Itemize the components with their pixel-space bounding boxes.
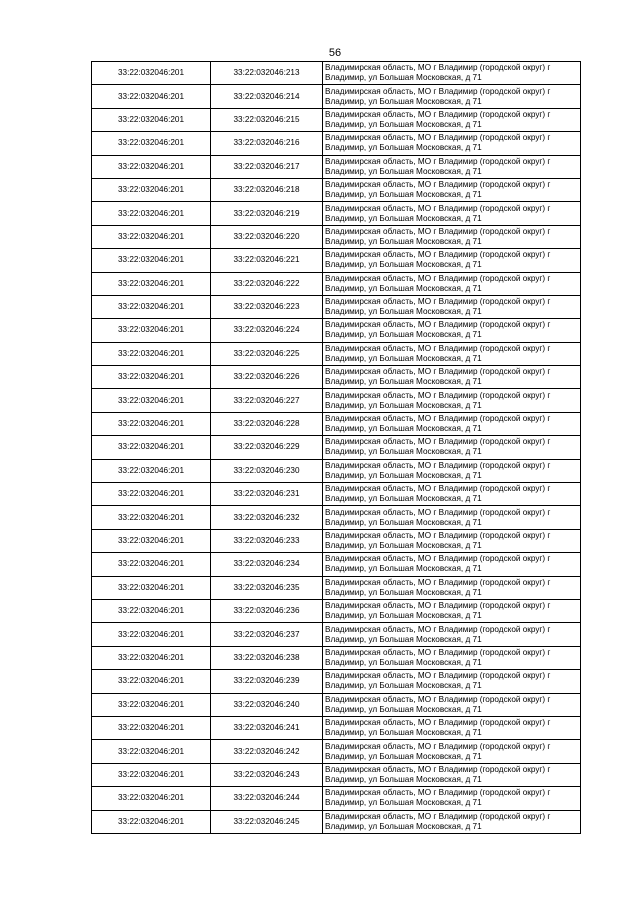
table-row [92,178,581,201]
address-line-1: Владимирская область, МО г Владимир (городской округ) г [325,718,551,728]
address-line-1: Владимирская область, МО г Владимир (городской округ) г [325,390,551,400]
table-row [92,576,581,599]
cadastral-number: 33:22:032046:235 [211,576,323,599]
address-line-1: Владимирская область, МО г Владимир (городской округ) г [325,694,551,704]
address-line-1: Владимирская область, МО г Владимир (городской округ) г [325,647,551,657]
address-cell [323,483,581,506]
address-line-1: Владимирская область, МО г Владимир (городской округ) г [325,764,551,774]
table-row [92,763,581,786]
address-cell [323,155,581,178]
address-cell [323,272,581,295]
table-row [92,155,581,178]
table-body [92,62,581,834]
parent-cadastral-number: 33:22:032046:201 [92,553,211,576]
address-line-1: Владимирская область, МО г Владимир (городской округ) г [325,577,551,587]
parent-cadastral-number: 33:22:032046:201 [92,529,211,552]
address-line-1: Владимирская область, МО г Владимир (городской округ) г [325,811,551,821]
address-cell [323,459,581,482]
cadastral-number: 33:22:032046:244 [211,787,323,810]
address-line-1: Владимирская область, МО г Владимир (городской округ) г [325,226,551,236]
cadastral-number: 33:22:032046:231 [211,483,323,506]
cadastral-number: 33:22:032046:213 [211,62,323,85]
cadastral-number: 33:22:032046:217 [211,155,323,178]
address-cell [323,202,581,225]
parent-cadastral-number: 33:22:032046:201 [92,693,211,716]
address-cell [323,716,581,739]
parent-cadastral-number: 33:22:032046:201 [92,62,211,85]
address-cell [323,553,581,576]
cadastral-number: 33:22:032046:233 [211,529,323,552]
address-cell [323,132,581,155]
table-row [92,108,581,131]
table-row [92,529,581,552]
parent-cadastral-number: 33:22:032046:201 [92,740,211,763]
address-line-1: Владимирская область, МО г Владимир (городской округ) г [325,203,551,213]
parent-cadastral-number: 33:22:032046:201 [92,412,211,435]
table-row [92,670,581,693]
table-row [92,272,581,295]
address-line-2: Владимир, ул Большая Московская, д 71 [325,517,482,527]
address-cell [323,342,581,365]
address-line-2: Владимир, ул Большая Московская, д 71 [325,190,482,200]
cadastral-number: 33:22:032046:234 [211,553,323,576]
address-line-2: Владимир, ул Большая Московская, д 71 [325,236,482,246]
address-cell [323,529,581,552]
cadastral-number: 33:22:032046:239 [211,670,323,693]
table-row [92,342,581,365]
address-line-2: Владимир, ул Большая Московская, д 71 [325,751,482,761]
parent-cadastral-number: 33:22:032046:201 [92,108,211,131]
address-line-2: Владимир, ул Большая Московская, д 71 [325,564,482,574]
address-line-2: Владимир, ул Большая Московская, д 71 [325,143,482,153]
cadastral-number: 33:22:032046:216 [211,132,323,155]
cadastral-number: 33:22:032046:229 [211,436,323,459]
table-row [92,623,581,646]
address-line-1: Владимирская область, МО г Владимир (городской округ) г [325,671,551,681]
address-line-1: Владимирская область, МО г Владимир (городской округ) г [325,601,551,611]
address-line-2: Владимир, ул Большая Московская, д 71 [325,657,482,667]
cadastral-number: 33:22:032046:240 [211,693,323,716]
address-line-1: Владимирская область, МО г Владимир (городской округ) г [325,414,551,424]
address-line-2: Владимир, ул Большая Московская, д 71 [325,73,482,83]
cadastral-number: 33:22:032046:230 [211,459,323,482]
address-line-2: Владимир, ул Большая Московская, д 71 [325,260,482,270]
address-cell [323,319,581,342]
cadastral-number: 33:22:032046:220 [211,225,323,248]
table-row [92,459,581,482]
address-line-1: Владимирская область, МО г Владимир (городской округ) г [325,180,551,190]
cadastral-number: 33:22:032046:237 [211,623,323,646]
parent-cadastral-number: 33:22:032046:201 [92,342,211,365]
parent-cadastral-number: 33:22:032046:201 [92,132,211,155]
cadastral-number: 33:22:032046:226 [211,366,323,389]
table-row [92,436,581,459]
address-line-2: Владимир, ул Большая Московская, д 71 [325,728,482,738]
cadastral-table [91,61,581,834]
address-line-2: Владимир, ул Большая Московская, д 71 [325,494,482,504]
address-line-2: Владимир, ул Большая Московская, д 71 [325,400,482,410]
table-row [92,599,581,622]
parent-cadastral-number: 33:22:032046:201 [92,506,211,529]
parent-cadastral-number: 33:22:032046:201 [92,576,211,599]
parent-cadastral-number: 33:22:032046:201 [92,202,211,225]
cadastral-number: 33:22:032046:218 [211,178,323,201]
address-cell [323,436,581,459]
cadastral-number: 33:22:032046:232 [211,506,323,529]
table-row [92,85,581,108]
address-cell [323,389,581,412]
parent-cadastral-number: 33:22:032046:201 [92,436,211,459]
address-line-2: Владимир, ул Большая Московская, д 71 [325,166,482,176]
cadastral-number: 33:22:032046:236 [211,599,323,622]
address-cell [323,62,581,85]
address-line-2: Владимир, ул Большая Московская, д 71 [325,330,482,340]
table-row [92,225,581,248]
address-line-1: Владимирская область, МО г Владимир (городской округ) г [325,109,551,119]
parent-cadastral-number: 33:22:032046:201 [92,249,211,272]
cadastral-number: 33:22:032046:241 [211,716,323,739]
address-line-1: Владимирская область, МО г Владимир (городской округ) г [325,437,551,447]
cadastral-number: 33:22:032046:242 [211,740,323,763]
cadastral-number: 33:22:032046:224 [211,319,323,342]
parent-cadastral-number: 33:22:032046:201 [92,389,211,412]
address-cell [323,787,581,810]
address-line-2: Владимир, ул Большая Московская, д 71 [325,96,482,106]
address-line-1: Владимирская область, МО г Владимир (городской округ) г [325,156,551,166]
address-cell [323,178,581,201]
address-cell [323,763,581,786]
cadastral-number: 33:22:032046:215 [211,108,323,131]
address-cell [323,506,581,529]
table-row [92,810,581,833]
address-line-1: Владимирская область, МО г Владимир (городской округ) г [325,554,551,564]
table-row [92,202,581,225]
table-row [92,412,581,435]
parent-cadastral-number: 33:22:032046:201 [92,763,211,786]
parent-cadastral-number: 33:22:032046:201 [92,85,211,108]
table-row [92,740,581,763]
parent-cadastral-number: 33:22:032046:201 [92,716,211,739]
address-line-2: Владимир, ул Большая Московская, д 71 [325,307,482,317]
table-row [92,389,581,412]
parent-cadastral-number: 33:22:032046:201 [92,787,211,810]
address-cell [323,249,581,272]
address-cell [323,366,581,389]
address-line-2: Владимир, ул Большая Московская, д 71 [325,634,482,644]
page-number: 56 [328,47,342,59]
address-line-2: Владимир, ул Большая Московская, д 71 [325,821,482,831]
address-cell [323,740,581,763]
address-line-1: Владимирская область, МО г Владимир (городской округ) г [325,250,551,260]
parent-cadastral-number: 33:22:032046:201 [92,483,211,506]
cadastral-number: 33:22:032046:225 [211,342,323,365]
address-cell [323,646,581,669]
table-row [92,646,581,669]
address-cell [323,225,581,248]
table-row [92,553,581,576]
address-cell [323,693,581,716]
parent-cadastral-number: 33:22:032046:201 [92,295,211,318]
table-row [92,787,581,810]
table-row [92,295,581,318]
address-cell [323,599,581,622]
address-cell [323,295,581,318]
cadastral-number: 33:22:032046:214 [211,85,323,108]
address-line-1: Владимирская область, МО г Владимир (городской округ) г [325,367,551,377]
parent-cadastral-number: 33:22:032046:201 [92,459,211,482]
address-line-1: Владимирская область, МО г Владимир (городской округ) г [325,273,551,283]
address-line-2: Владимир, ул Большая Московская, д 71 [325,587,482,597]
address-line-1: Владимирская область, МО г Владимир (городской округ) г [325,63,551,73]
cadastral-number: 33:22:032046:238 [211,646,323,669]
parent-cadastral-number: 33:22:032046:201 [92,810,211,833]
address-line-2: Владимир, ул Большая Московская, д 71 [325,424,482,434]
address-line-1: Владимирская область, МО г Владимир (городской округ) г [325,484,551,494]
address-line-2: Владимир, ул Большая Московская, д 71 [325,283,482,293]
table-row [92,693,581,716]
parent-cadastral-number: 33:22:032046:201 [92,225,211,248]
address-line-2: Владимир, ул Большая Московская, д 71 [325,213,482,223]
cadastral-number: 33:22:032046:221 [211,249,323,272]
address-cell [323,85,581,108]
cadastral-number: 33:22:032046:243 [211,763,323,786]
address-line-2: Владимир, ул Большая Московская, д 71 [325,704,482,714]
address-line-1: Владимирская область, МО г Владимир (городской округ) г [325,531,551,540]
address-line-1: Владимирская область, МО г Владимир (городской округ) г [325,320,551,330]
address-line-1: Владимирская область, МО г Владимир (городской округ) г [325,507,551,517]
cadastral-number: 33:22:032046:228 [211,412,323,435]
address-line-1: Владимирская область, МО г Владимир (городской округ) г [325,86,551,96]
address-line-1: Владимирская область, МО г Владимир (городской округ) г [325,460,551,470]
address-line-2: Владимир, ул Большая Московская, д 71 [325,377,482,387]
address-line-1: Владимирская область, МО г Владимир (городской округ) г [325,133,551,143]
address-line-2: Владимир, ул Большая Московская, д 71 [325,541,482,550]
table-row [92,366,581,389]
parent-cadastral-number: 33:22:032046:201 [92,178,211,201]
table-row [92,249,581,272]
address-line-2: Владимир, ул Большая Московская, д 71 [325,774,482,784]
address-line-1: Владимирская область, МО г Владимир (городской округ) г [325,624,551,634]
address-line-2: Владимир, ул Большая Московская, д 71 [325,798,482,808]
address-line-1: Владимирская область, МО г Владимир (городской округ) г [325,297,551,307]
parent-cadastral-number: 33:22:032046:201 [92,599,211,622]
table-row [92,62,581,85]
parent-cadastral-number: 33:22:032046:201 [92,319,211,342]
address-line-1: Владимирская область, МО г Владимир (городской округ) г [325,343,551,353]
cadastral-number: 33:22:032046:227 [211,389,323,412]
cadastral-number: 33:22:032046:245 [211,810,323,833]
address-cell [323,412,581,435]
address-line-2: Владимир, ул Большая Московская, д 71 [325,447,482,457]
address-line-2: Владимир, ул Большая Московская, д 71 [325,353,482,363]
parent-cadastral-number: 33:22:032046:201 [92,366,211,389]
address-line-1: Владимирская область, МО г Владимир (городской округ) г [325,741,551,751]
cadastral-number: 33:22:032046:223 [211,295,323,318]
parent-cadastral-number: 33:22:032046:201 [92,646,211,669]
parent-cadastral-number: 33:22:032046:201 [92,155,211,178]
address-line-1: Владимирская область, МО г Владимир (городской округ) г [325,788,551,798]
parent-cadastral-number: 33:22:032046:201 [92,623,211,646]
address-cell [323,108,581,131]
address-cell [323,623,581,646]
address-line-2: Владимир, ул Большая Московская, д 71 [325,611,482,621]
address-line-2: Владимир, ул Большая Московская, д 71 [325,470,482,480]
address-cell [323,810,581,833]
table-row [92,506,581,529]
parent-cadastral-number: 33:22:032046:201 [92,670,211,693]
table-row [92,483,581,506]
table-row [92,319,581,342]
table-row [92,132,581,155]
parent-cadastral-number: 33:22:032046:201 [92,272,211,295]
cadastral-number: 33:22:032046:219 [211,202,323,225]
address-cell [323,670,581,693]
address-line-2: Владимир, ул Большая Московская, д 71 [325,119,482,129]
cadastral-number: 33:22:032046:222 [211,272,323,295]
table-row [92,716,581,739]
address-cell [323,576,581,599]
address-line-2: Владимир, ул Большая Московская, д 71 [325,681,482,691]
